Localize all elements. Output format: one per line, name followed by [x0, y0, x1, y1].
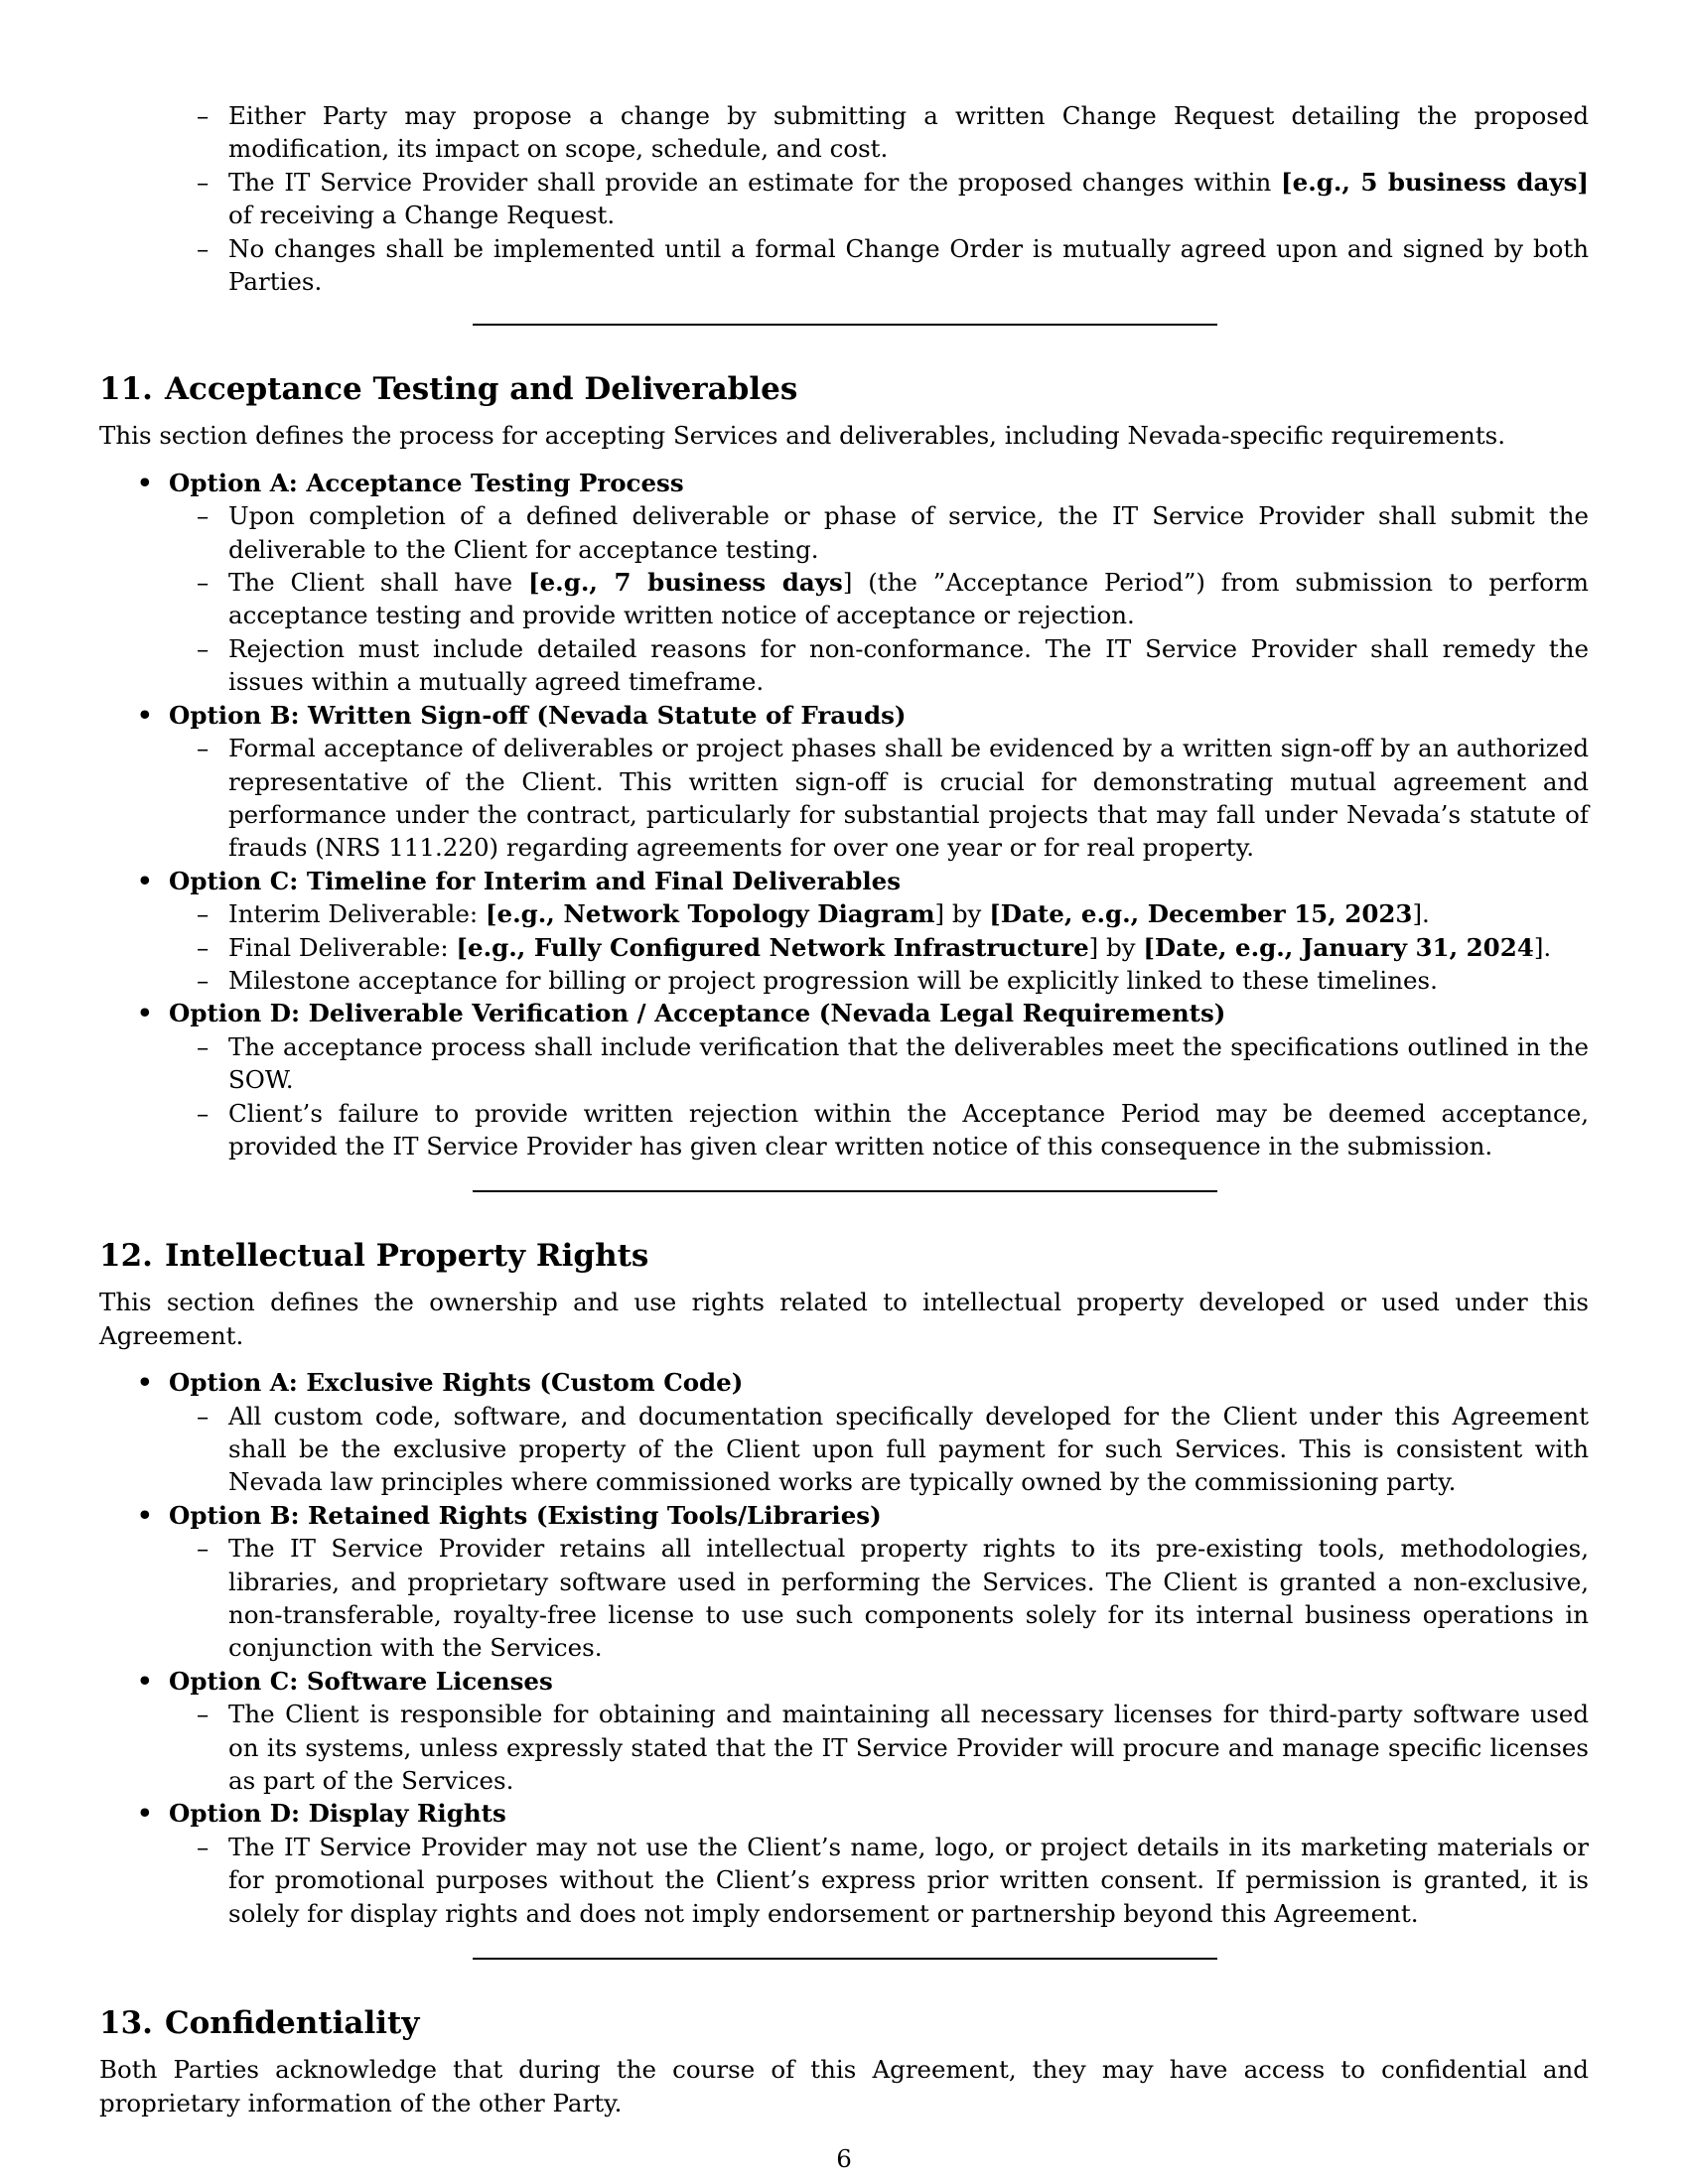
option-c: • Option C: Software Licenses – The Client is responsible for obtaining and maintaining all necessary licenses for third-party software used on its systems, unless expressly stated that the IT Service Provider will procure and manage specific licenses as part of the Services.: [99, 1665, 1589, 1798]
option-title: Option A: Exclusive Rights (Custom Code): [169, 1368, 744, 1398]
list-item: – The acceptance process shall include verification that the deliverables meet the specifications outlined in the SOW.: [197, 1031, 1589, 1095]
list-item: – Milestone acceptance for billing or project progression will be explicitly linked to these timelines.: [197, 965, 1438, 995]
section-divider: [473, 1190, 1217, 1192]
section-13-heading: 13. Confidentiality: [99, 2005, 420, 2042]
section-12-options: [99, 1366, 1589, 1930]
list-item: – All custom code, software, and documentation specifically developed for the Client under this Agreement shall be the exclusive property of the Client upon full payment for such Services. This is consistent with Nevada law principles where commissioned works are typically owned by the commissioning party.: [197, 1401, 1589, 1497]
section-13-intro: Both Parties acknowledge that during the course of this Agreement, they may have access to confidential and proprietary information of the other Party.: [99, 2055, 1589, 2117]
section-divider: [473, 324, 1217, 326]
option-title: Option A: Acceptance Testing Process: [169, 468, 684, 497]
option-title: Option D: Display Rights: [169, 1799, 506, 1829]
list-item: – Either Party may propose a change by submitting a written Change Request detailing the proposed modification, its impact on scope, schedule, and cost.: [197, 101, 1589, 164]
list-item: – Final Deliverable: [e.g., Fully Configured Network Infrastructure] by [Date, e.g., January 31, 2024].: [197, 932, 1552, 962]
list-item: – The Client is responsible for obtaining and maintaining all necessary licenses for third-party software used on its systems, unless expressly stated that the IT Service Provider will procure and manage specific licenses as part of the Services.: [197, 1700, 1589, 1796]
list-item: – The Client shall have [e.g., 7 business days] (the ”Acceptance Period”) from submission to perform acceptance testing and provide written notice of acceptance or rejection.: [197, 568, 1589, 630]
document-page: [99, 99, 1589, 2119]
list-item: – Rejection must include detailed reasons for non-conformance. The IT Service Provider shall remedy the issues within a mutually agreed timeframe.: [197, 633, 1589, 697]
option-a: • Option A: Exclusive Rights (Custom Code) – All custom code, software, and documentation specifically developed for the Client under this Agreement shall be the exclusive property of the Client upon full payment for such Services. This is consistent with Nevada law principles where commissioned works are typically owned by the commissioning party.: [99, 1366, 1589, 1499]
option-b: • Option B: Written Sign-off (Nevada Statute of Frauds) – Formal acceptance of deliverables or project phases shall be evidenced by a written sign-off by an authorized representative of the Client. This written sign-off is crucial for demonstrating mutual agreement and performance under the contract, particularly for substantial projects that may fall under Nevada’s statute of frauds (NRS 111.220) regarding agreements for over one year or for real property.: [99, 699, 1589, 865]
option-d: • Option D: Display Rights – The IT Service Provider may not use the Client’s name, logo, or project details in its marketing materials or for promotional purposes without the Client’s express prior written consent. If permission is granted, it is solely for display rights and does not imply endorsement or partnership beyond this Agreement.: [99, 1797, 1589, 1930]
option-c: • Option C: Timeline for Interim and Final Deliverables – Interim Deliverable: [e.g., Network Topology Diagram] by [Date, e.g., December 15, 2023]. – Final Deliverable: [e.g., Fully Configured Network Infrastructure] by [Date, e.g., January 31, 2024]. – Milestone acceptance for billing or project progression will be explicitly linked to these timelines.: [99, 865, 1589, 998]
option-d: • Option D: Deliverable Verification / Acceptance (Nevada Legal Requirements) – The acceptance process shall include verification that the deliverables meet the specifications outlined in the SOW. – Client’s failure to provide written rejection within the Acceptance Period may be deemed acceptance, provided the IT Service Provider has given clear written notice of this consequence in the submission.: [99, 997, 1589, 1162]
list-item: – Client’s failure to provide written rejection within the Acceptance Period may be deemed acceptance, provided the IT Service Provider has given clear written notice of this consequence in the submission.: [197, 1098, 1589, 1160]
option-title: Option B: Retained Rights (Existing Tools/Libraries): [169, 1500, 882, 1530]
list-item: – The IT Service Provider may not use the Client’s name, logo, or project details in its marketing materials or for promotional purposes without the Client’s express prior written consent. If permission is granted, it is solely for display rights and does not imply endorsement or partnership beyond this Agreement.: [197, 1832, 1589, 1928]
option-a: • Option A: Acceptance Testing Process – Upon completion of a defined deliverable or phase of service, the IT Service Provider shall submit the deliverable to the Client for acceptance testing. – The Client shall have [e.g., 7 business days] (the ”Acceptance Period”) from submission to perform acceptance testing and provide written notice of acceptance or rejection. – Rejection must include detailed reasons for non-conformance. The IT Service Provider shall remedy the issues within a mutually agreed timeframe.: [99, 467, 1589, 699]
list-item: – The IT Service Provider retains all intellectual property rights to its pre-existing tools, methodologies, libraries, and proprietary software used in performing the Services. The Client is granted a non-exclusive, non-transferable, royalty-free license to use such components solely for its internal business operations in conjunction with the Services.: [197, 1534, 1589, 1663]
option-b: • Option B: Retained Rights (Existing Tools/Libraries) – The IT Service Provider retains all intellectual property rights to its pre-existing tools, methodologies, libraries, and proprietary software used in performing the Services. The Client is granted a non-exclusive, non-transferable, royalty-free license to use such components solely for its internal business operations in conjunction with the Services.: [99, 1499, 1589, 1665]
change-request-list: [99, 99, 1589, 298]
list-item: – Interim Deliverable: [e.g., Network Topology Diagram] by [Date, e.g., December 15, 2023].: [197, 899, 1430, 929]
section-12-intro: This section defines the ownership and use rights related to intellectual property developed or used under this Agreement.: [99, 1288, 1589, 1350]
option-title: Option B: Written Sign-off (Nevada Statute of Frauds): [169, 700, 907, 730]
list-item: – Upon completion of a defined deliverable or phase of service, the IT Service Provider shall submit the deliverable to the Client for acceptance testing.: [197, 501, 1589, 564]
section-12-heading: 12. Intellectual Property Rights: [99, 1238, 649, 1275]
list-item: – Formal acceptance of deliverables or project phases shall be evidenced by a written sign-off by an authorized representative of the Client. This written sign-off is crucial for demonstrating mutual agreement and performance under the contract, particularly for substantial projects that may fall under Nevada’s statute of frauds (NRS 111.220) regarding agreements for over one year or for real property.: [197, 734, 1589, 863]
section-divider: [473, 1958, 1217, 1960]
list-item: – No changes shall be implemented until a formal Change Order is mutually agreed upon and signed by both Parties.: [197, 233, 1589, 297]
list-item: – The IT Service Provider shall provide an estimate for the proposed changes within [e.g., 5 business days] of receiving a Change Request.: [197, 167, 1589, 230]
option-title: Option D: Deliverable Verification / Acceptance (Nevada Legal Requirements): [169, 999, 1226, 1028]
section-11-options: [99, 467, 1589, 1163]
section-11-intro: This section defines the process for accepting Services and deliverables, including Nevada-specific requirements.: [99, 421, 1506, 451]
option-title: Option C: Software Licenses: [169, 1666, 553, 1696]
option-title: Option C: Timeline for Interim and Final Deliverables: [169, 866, 902, 895]
section-11-heading: 11. Acceptance Testing and Deliverables: [99, 371, 798, 408]
page-number: 6: [836, 2144, 852, 2173]
